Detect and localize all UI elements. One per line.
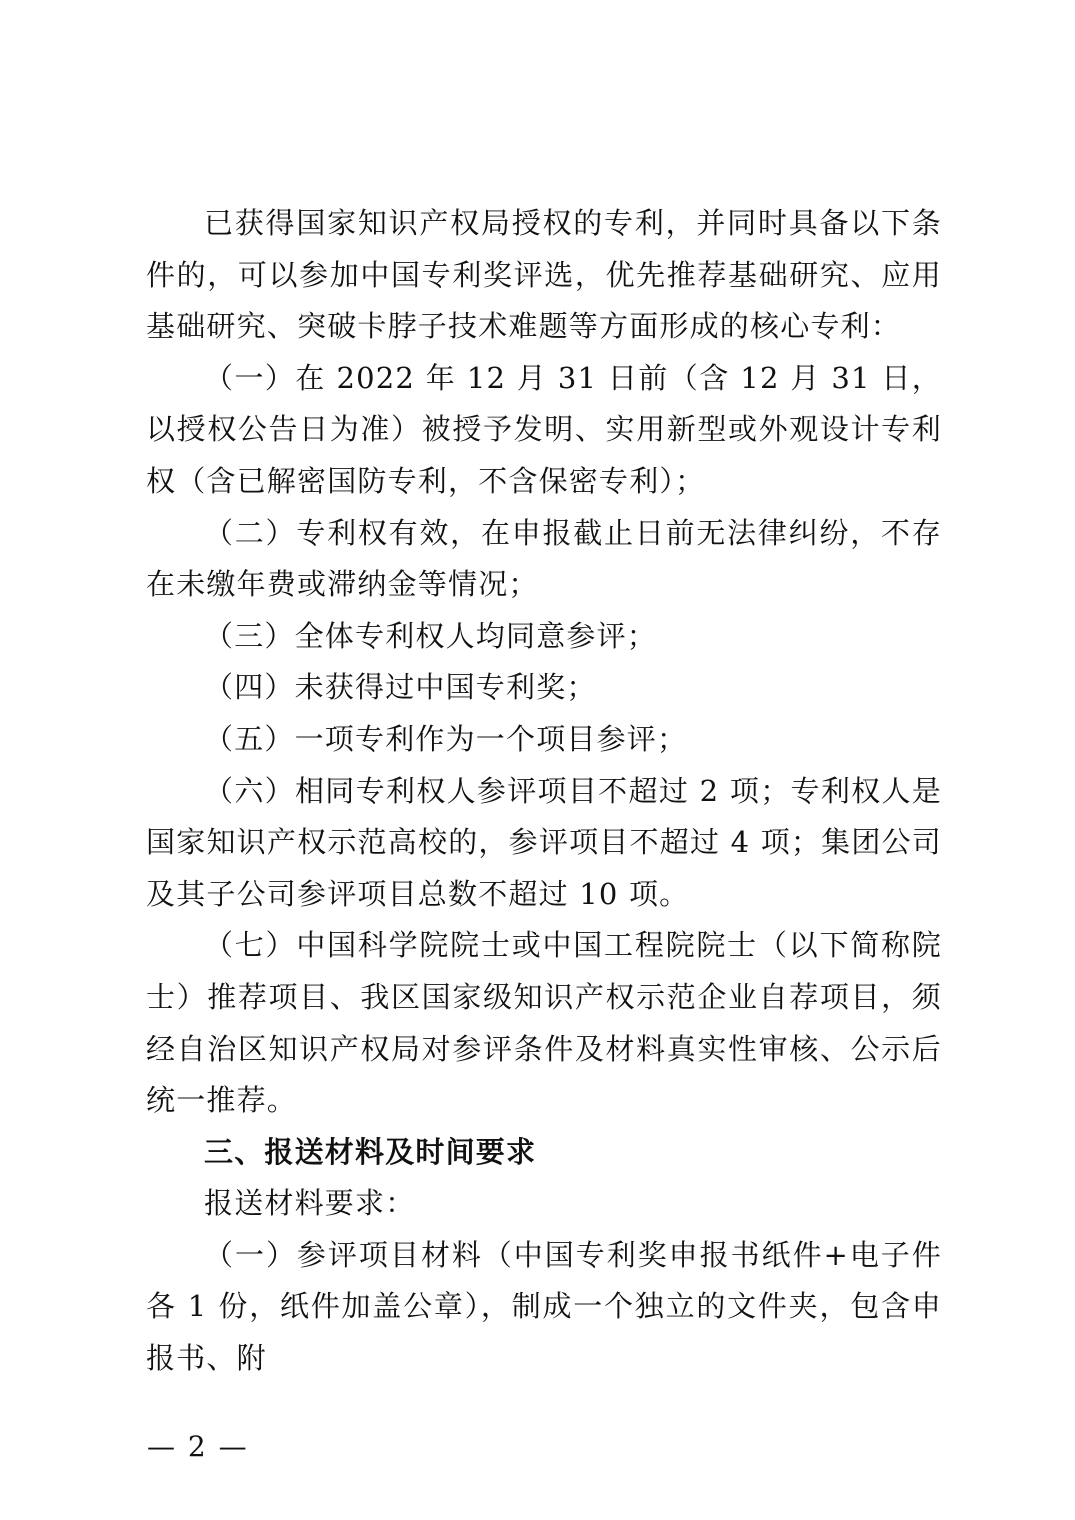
paragraph-condition-2: （二）专利权有效，在申报截止日前无法律纠纷，不存在未缴年费或滞纳金等情况； xyxy=(146,515,942,602)
paragraph-materials-1: （一）参评项目材料（中国专利奖申报书纸件+电子件各 1 份，纸件加盖公章），制成一个独立的文件夹，包含申报书、附 xyxy=(146,1237,942,1376)
document-body xyxy=(146,198,942,1385)
paragraph-condition-6: （六）相同专利权人参评项目不超过 2 项；专利权人是国家知识产权示范高校的，参评项目不超过 4 项；集团公司及其子公司参评项目总数不超过 10 项。 xyxy=(146,773,942,911)
paragraph-condition-1: （一）在 2022 年 12 月 31 日前（含 12 月 31 日，以授权公告日为准）被授予发明、实用新型或外观设计专利权（含已解密国防专利，不含保密专利）； xyxy=(146,360,942,498)
paragraph-condition-7: （七）中国科学院院士或中国工程院院士（以下简称院士）推荐项目、我区国家级知识产权示范企业自荐项目，须经自治区知识产权局对参评条件及材料真实性审核、公示后统一推荐。 xyxy=(146,928,942,1118)
paragraph-eligibility-intro: 已获得国家知识产权局授权的专利，并同时具备以下条件的，可以参加中国专利奖评选，优先推荐基础研究、应用基础研究、突破卡脖子技术难题等方面形成的核心专利： xyxy=(146,206,942,344)
section-heading: 三、报送材料及时间要求 xyxy=(204,1134,537,1169)
paragraph-condition-3: （三）全体专利权人均同意参评； xyxy=(204,618,658,653)
paragraph-condition-5: （五）一项专利作为一个项目参评； xyxy=(204,721,688,756)
paragraph-condition-4: （四）未获得过中国专利奖； xyxy=(204,670,597,705)
paragraph-materials-intro: 报送材料要求： xyxy=(204,1186,416,1221)
page-number: — 2 — xyxy=(147,1430,249,1463)
